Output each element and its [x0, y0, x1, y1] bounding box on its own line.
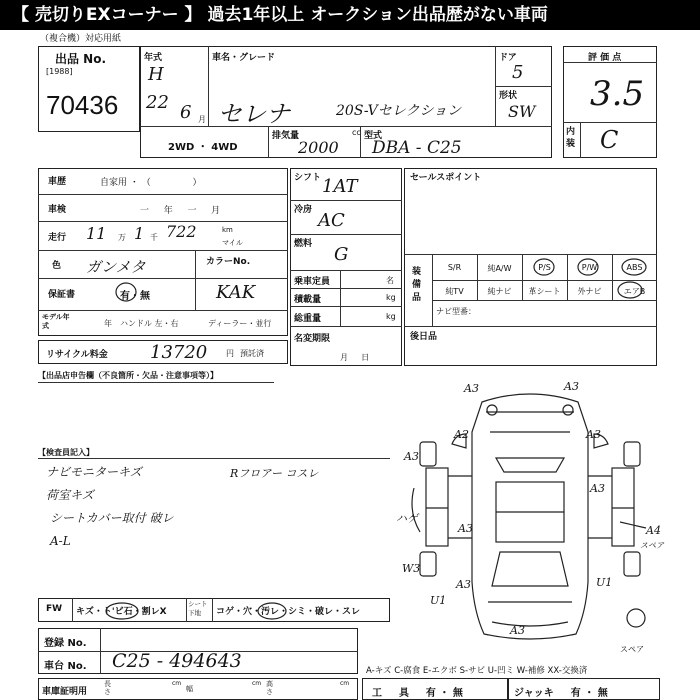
cert-length-cm: cm: [172, 680, 182, 687]
lot-sub: [1988]: [46, 67, 73, 76]
displacement-value: 2000: [298, 138, 339, 157]
drive-label: 2WD ・ 4WD: [168, 142, 238, 153]
equipment-circles: [526, 257, 656, 301]
inspector-label: 【検査員記入】: [38, 448, 94, 457]
mileage-mile: マイル: [222, 239, 243, 247]
equip-ext-navi: 外ナビ: [577, 287, 602, 296]
year-month: 6: [180, 102, 192, 123]
year-label: 年式: [144, 53, 163, 63]
inspection-value: 一 年 一 月: [140, 206, 221, 216]
capacity-unit: 名: [386, 276, 394, 285]
doors-label: ドア: [499, 53, 517, 63]
lot-number: 70436: [46, 90, 119, 120]
equip-airbag: エアB: [623, 287, 646, 296]
equip-alloy: 純A/W: [487, 264, 512, 273]
model-year-dealer: ディーラー・並行: [208, 319, 272, 328]
equip-tv: 純TV: [445, 287, 464, 296]
seat-label: シート下地: [188, 600, 208, 617]
history-value: 自家用 ・ （ ）: [100, 178, 202, 188]
cert-width: 幅: [186, 685, 193, 693]
inspector-note-1: ナビモニターキズ: [46, 465, 142, 479]
history-label: 車歴: [48, 177, 67, 187]
sales-point-label: セールスポイント: [410, 173, 482, 183]
load-unit: kg: [386, 293, 396, 302]
month-unit: 月: [198, 115, 206, 124]
cert-label: 車庫証明用: [42, 687, 88, 697]
model-grade: 20S-Vセレクション: [336, 103, 462, 119]
score-label: 評 価 点: [588, 53, 622, 63]
equip-ps: P/S: [538, 263, 551, 272]
weight-label: 総重量: [294, 314, 322, 324]
warranty-value: 有・無: [120, 291, 150, 302]
navi-model: ナビ型番：: [436, 307, 476, 316]
mark-hage: ハゲ: [396, 512, 418, 525]
displacement-unit: cc: [352, 128, 361, 137]
mark-a3-rear: A3: [510, 624, 525, 637]
mileage-label: 走行: [48, 233, 67, 243]
shift-label: シフト: [294, 173, 322, 183]
year-value: 22: [146, 92, 169, 113]
chassis-label: 車台 No.: [44, 661, 87, 672]
mileage-man: 万: [118, 233, 126, 242]
mark-w3-left: W3: [402, 562, 421, 575]
cert-height-cm: cm: [340, 680, 350, 687]
fw-items: キズ・ト'ビ石・割レX: [76, 607, 167, 617]
mark-a3-roof: A3: [458, 522, 473, 535]
inspector-note-3: シートカバー取付 破レ: [50, 511, 174, 525]
mileage-sen-value: 1: [134, 224, 145, 243]
color-no-label: カラーNo.: [206, 257, 251, 267]
score-value: 3.5: [590, 74, 645, 114]
mark-a3-front-right: A3: [564, 380, 579, 393]
model-label: 車名・グレード: [212, 53, 276, 63]
interior-value: C: [600, 126, 619, 154]
interior-label: 内装: [566, 127, 576, 149]
equip-sr: S/R: [447, 263, 462, 272]
equip-navi: 純ナビ: [487, 287, 512, 296]
mileage-rest-value: 722: [166, 222, 197, 241]
recycle-label: リサイクル料金: [46, 350, 108, 360]
subheader: （複合機）対応用紙: [40, 34, 122, 44]
color-label: 色: [52, 261, 62, 271]
fuel-label: 燃料: [294, 239, 313, 249]
spare-label: スペア: [620, 645, 644, 654]
change-unit: 月 日: [340, 353, 370, 362]
recycle-unit: 円: [226, 349, 234, 358]
chassis-value: C25 - 494643: [112, 650, 242, 672]
page-header: 【 売切りEXコーナー 】 過去1年以上 オークション出品歴がない車両: [0, 0, 700, 30]
mark-a4-right: A4: [646, 524, 661, 537]
mark-a3-left-fender: A3: [404, 450, 419, 463]
mark-a3-front-left: A3: [464, 382, 479, 395]
capacity-label: 乗車定員: [294, 277, 331, 287]
shift-value: 1AT: [322, 176, 358, 197]
inspection-label: 車検: [48, 205, 67, 215]
shape-label: 形状: [499, 91, 518, 101]
fuel-value: G: [334, 244, 349, 265]
declaration-label: 【出品店申告欄（不良箇所・欠品・注意事項等）】: [38, 371, 218, 380]
recycle-value: 13720: [150, 342, 208, 363]
mark-a3-right: A3: [586, 428, 601, 441]
mileage-km: km: [222, 226, 233, 234]
model-year-year: 年: [104, 319, 112, 328]
shape-value: SW: [508, 102, 536, 121]
inspector-note-right: Rフロアー コスレ: [230, 467, 319, 480]
displacement-label: 排気量: [272, 131, 300, 141]
mark-u1-rear-right: U1: [596, 576, 613, 589]
mark-a2-left: A2: [454, 428, 469, 441]
legend: A-キズ C-腐食 E-エクボ S-サビ U-凹ミ W-補修 XX-交換済: [366, 666, 588, 676]
fw-label: FW: [46, 604, 63, 614]
registration-label: 登録 No.: [44, 638, 87, 649]
mark-u1-left: U1: [430, 594, 447, 607]
warranty-label: 保証書: [48, 290, 76, 300]
cert-height: 高さ: [266, 680, 273, 696]
later-label: 後日品: [410, 332, 438, 342]
inspector-note-2: 荷室キズ: [46, 488, 94, 502]
year-era: H: [148, 64, 164, 85]
recycle-note: 預託済: [240, 349, 264, 358]
mileage-sen: 千: [150, 233, 158, 242]
lot-label: 出品 No.: [55, 52, 107, 66]
seat-items: コゲ・穴・汚レ・シミ・破レ・スレ: [216, 607, 361, 617]
equip-pw: P/W: [581, 263, 598, 272]
load-label: 積載量: [294, 295, 322, 305]
model-year-handle: ハンドル 左・右: [120, 319, 179, 328]
mark-a3-right-door: A3: [590, 482, 605, 495]
mark-a3-rear-left: A3: [456, 578, 471, 591]
type-label: 型式: [364, 131, 383, 141]
model-year-label: モデル年式: [42, 313, 70, 330]
car-damage-diagram: [396, 372, 664, 652]
weight-unit: kg: [386, 312, 396, 321]
aircon-value: AC: [318, 210, 345, 231]
mileage-man-value: 11: [86, 224, 107, 243]
equip-leather: 革シート: [528, 287, 561, 296]
model-name: セレナ: [218, 100, 290, 128]
mark-spare-note: スペア: [640, 541, 664, 550]
equip-abs: ABS: [626, 263, 643, 272]
warranty-circle: [114, 281, 138, 303]
jack-label: ジャッキ 有 ・ 無: [514, 688, 608, 699]
doors-value: 5: [512, 62, 524, 83]
color-value: ガンメタ: [86, 258, 146, 276]
inspector-note-4: A-L: [50, 534, 71, 548]
aircon-label: 冷房: [294, 205, 313, 215]
type-value: DBA - C25: [372, 138, 462, 158]
cert-length: 長さ: [104, 680, 111, 696]
cert-width-cm: cm: [252, 680, 262, 687]
equipment-label: 装備品: [412, 267, 422, 303]
tools-label: 工 具 有 ・ 無: [372, 688, 463, 699]
color-no-value: KAK: [216, 282, 256, 303]
change-label: 名変期限: [294, 334, 331, 344]
defect-circles: [100, 600, 300, 622]
